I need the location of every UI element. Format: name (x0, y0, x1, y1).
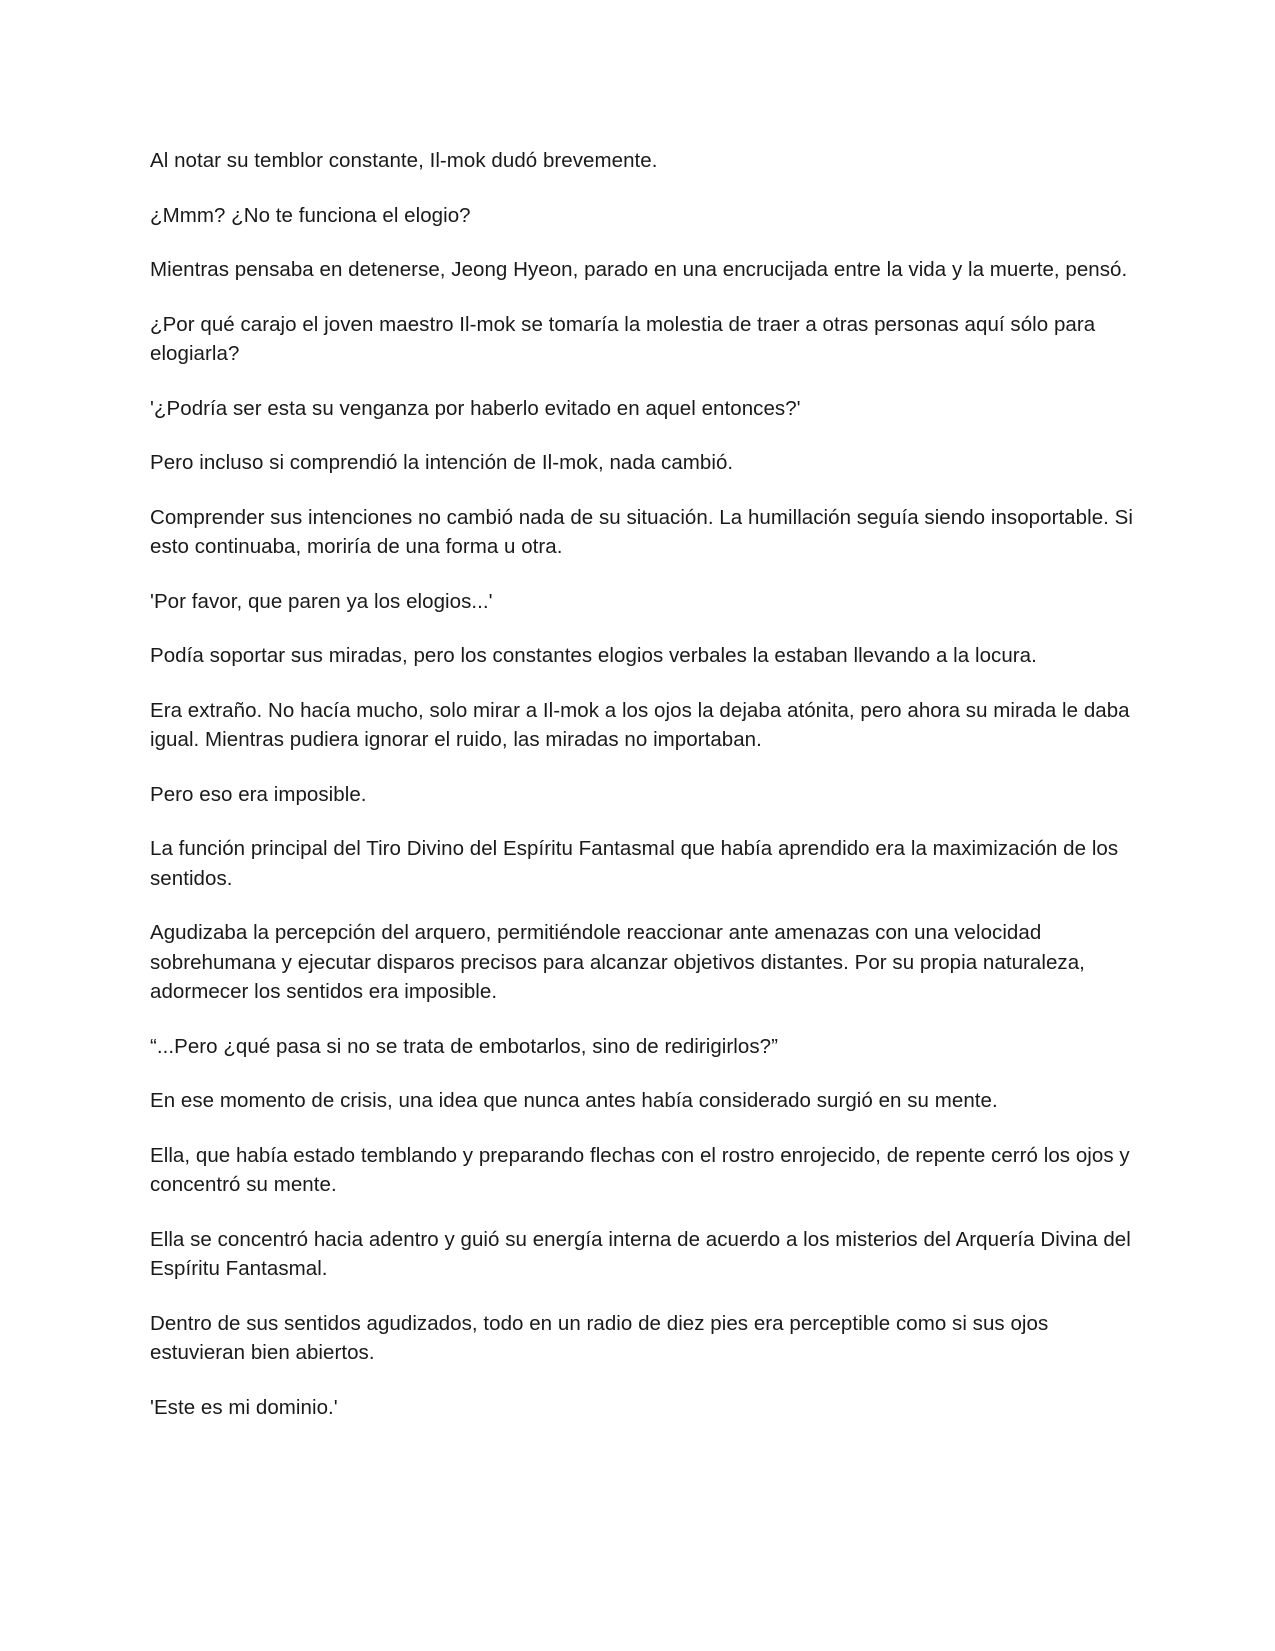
paragraph: Podía soportar sus miradas, pero los constantes elogios verbales la estaban llevando a la locura. (150, 644, 1037, 667)
paragraph: '¿Podría ser esta su venganza por haberlo evitado en aquel entonces?' (150, 396, 801, 420)
paragraph: En ese momento de crisis, una idea que nunca antes había considerado surgió en su mente. (150, 1089, 998, 1112)
paragraph: Ella, que había estado temblando y preparando flechas con el rostro enrojecido, de repente cerró los ojos y concentró su mente. (150, 1143, 1130, 1196)
paragraph: Era extraño. No hacía mucho, solo mirar a Il-mok a los ojos la dejaba atónita, pero ahora su mirada le daba igual. Mientras pudiera ignorar el ruido, las miradas no importaban. (150, 698, 1130, 751)
paragraph: Comprender sus intenciones no cambió nada de su situación. La humillación seguía siendo insoportable. Si esto continuaba, moriría de una forma u otra. (150, 505, 1133, 558)
paragraph: 'Por favor, que paren ya los elogios...' (150, 589, 493, 613)
paragraph: Al notar su temblor constante, Il-mok dudó brevemente. (150, 149, 658, 172)
paragraph: “...Pero ¿qué pasa si no se trata de embotarlos, sino de redirigirlos?” (150, 1034, 778, 1058)
paragraph: La función principal del Tiro Divino del Espíritu Fantasmal que había aprendido era la maximización de los sentidos. (150, 837, 1119, 890)
paragraph: Dentro de sus sentidos agudizados, todo en un radio de diez pies era perceptible como si sus ojos estuvieran bien abiertos. (150, 1311, 1049, 1364)
document-body (150, 146, 1140, 1447)
paragraph: Agudizaba la percepción del arquero, permitiéndole reaccionar ante amenazas con una velocidad sobrehumana y ejecutar disparos precisos para alcanzar objetivos distantes. Por su propia naturaleza, adormecer los sentidos era imposible. (150, 921, 1085, 1003)
paragraph: Ella se concentró hacia adentro y guió su energía interna de acuerdo a los misterios del Arquería Divina del Espíritu Fantasmal. (150, 1227, 1131, 1280)
paragraph: ¿Por qué carajo el joven maestro Il-mok se tomaría la molestia de traer a otras personas aquí sólo para elogiarla? (150, 312, 1096, 365)
paragraph: Pero incluso si comprendió la intención de Il-mok, nada cambió. (150, 451, 734, 474)
paragraph: Pero eso era imposible. (150, 782, 367, 806)
paragraph: ¿Mmm? ¿No te funciona el elogio? (150, 203, 471, 227)
paragraph: Mientras pensaba en detenerse, Jeong Hyeon, parado en una encrucijada entre la vida y la muerte, pensó. (150, 258, 1128, 281)
paragraph: 'Este es mi dominio.' (150, 1395, 338, 1419)
